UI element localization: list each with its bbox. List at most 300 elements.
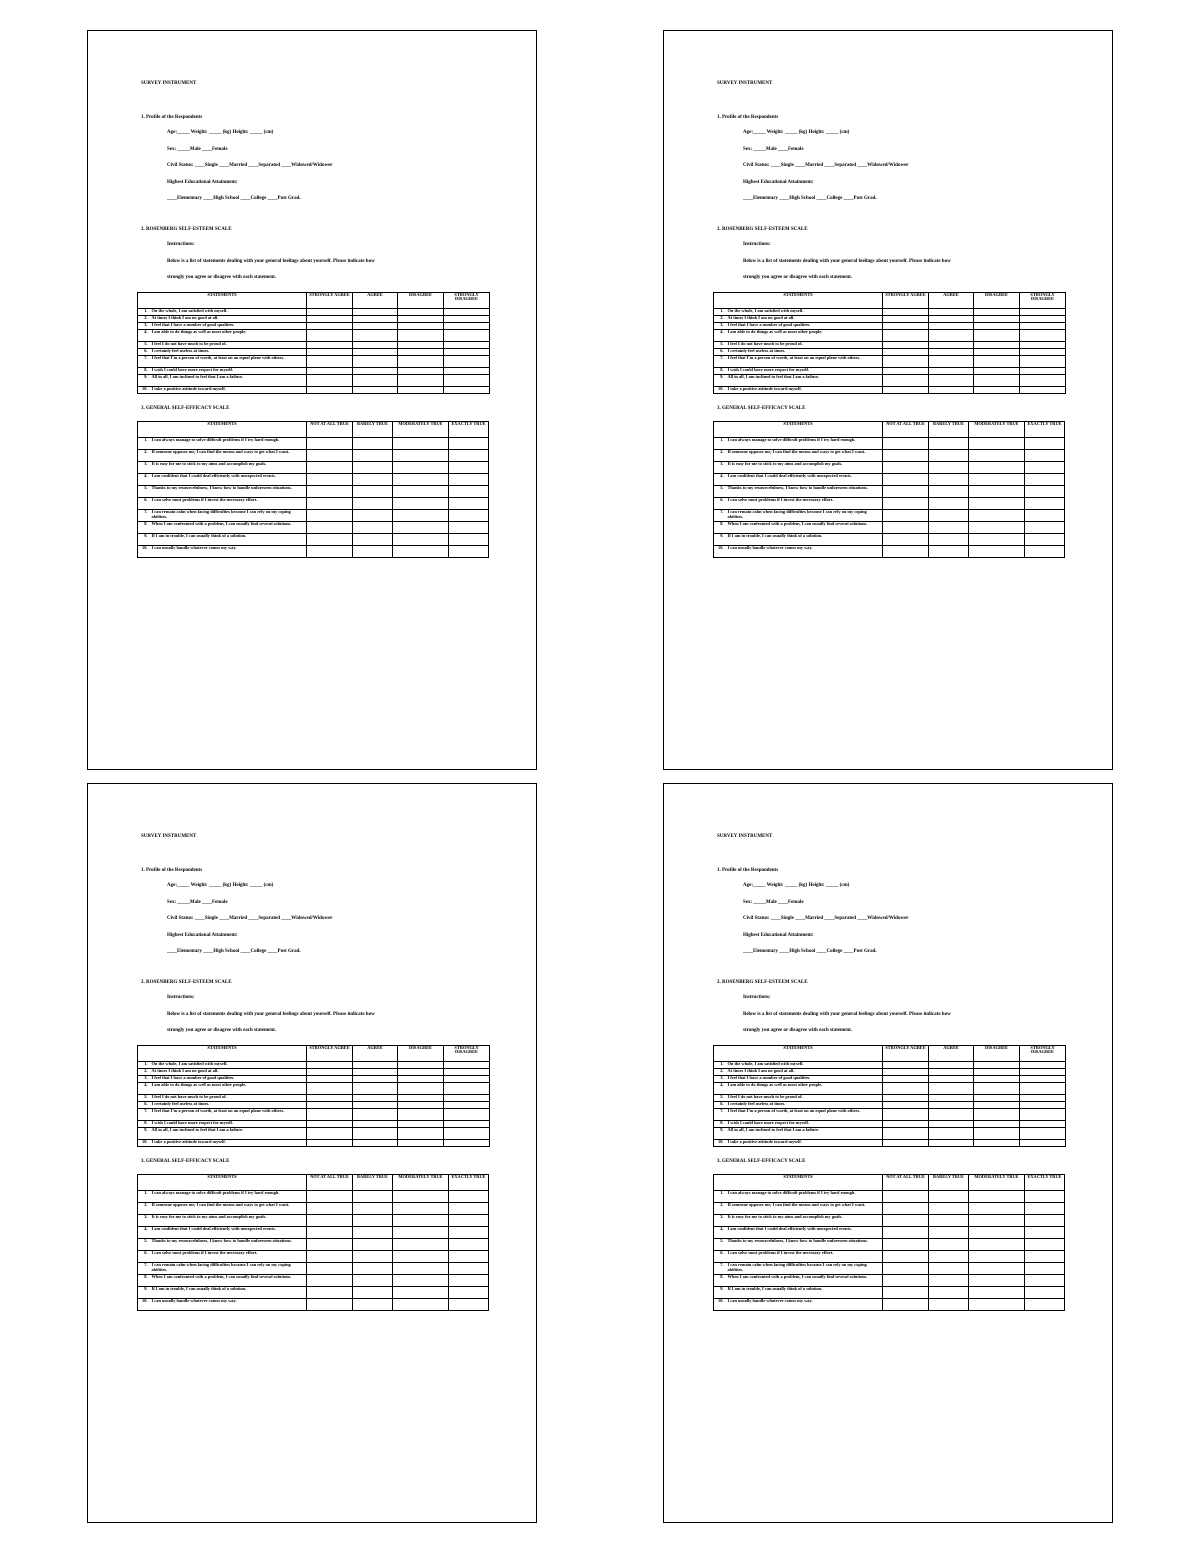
response-cell[interactable] xyxy=(307,1061,353,1068)
response-cell[interactable] xyxy=(353,546,393,558)
response-cell[interactable] xyxy=(1020,1108,1066,1120)
response-cell[interactable] xyxy=(398,1108,444,1120)
response-cell[interactable] xyxy=(444,1139,490,1146)
response-cell[interactable] xyxy=(393,546,449,558)
response-cell[interactable] xyxy=(353,1108,398,1120)
response-cell[interactable] xyxy=(1025,534,1065,546)
response-cell[interactable] xyxy=(393,1251,449,1263)
response-cell[interactable] xyxy=(974,1061,1020,1068)
response-cell[interactable] xyxy=(1020,322,1066,329)
response-cell[interactable] xyxy=(929,308,974,315)
response-cell[interactable] xyxy=(929,1263,969,1275)
response-cell[interactable] xyxy=(353,450,393,462)
response-cell[interactable] xyxy=(929,534,969,546)
response-cell[interactable] xyxy=(929,374,974,386)
response-cell[interactable] xyxy=(307,534,353,546)
response-cell[interactable] xyxy=(307,1094,353,1101)
response-cell[interactable] xyxy=(449,1251,489,1263)
response-cell[interactable] xyxy=(1020,1061,1066,1068)
response-cell[interactable] xyxy=(444,308,490,315)
response-cell[interactable] xyxy=(393,450,449,462)
response-cell[interactable] xyxy=(307,1075,353,1082)
response-cell[interactable] xyxy=(883,1068,929,1075)
response-cell[interactable] xyxy=(883,474,929,486)
response-cell[interactable] xyxy=(393,438,449,450)
response-cell[interactable] xyxy=(444,1061,490,1068)
response-cell[interactable] xyxy=(307,522,353,534)
response-cell[interactable] xyxy=(398,1094,444,1101)
response-cell[interactable] xyxy=(393,510,449,522)
response-cell[interactable] xyxy=(883,1203,929,1215)
response-cell[interactable] xyxy=(883,367,929,374)
response-cell[interactable] xyxy=(449,522,489,534)
response-cell[interactable] xyxy=(307,1263,353,1275)
response-cell[interactable] xyxy=(1020,329,1066,341)
response-cell[interactable] xyxy=(393,1191,449,1203)
response-cell[interactable] xyxy=(1020,348,1066,355)
response-cell[interactable] xyxy=(353,348,398,355)
response-cell[interactable] xyxy=(1025,1287,1065,1299)
response-cell[interactable] xyxy=(353,355,398,367)
response-cell[interactable] xyxy=(353,534,393,546)
response-cell[interactable] xyxy=(307,1251,353,1263)
response-cell[interactable] xyxy=(393,1239,449,1251)
response-cell[interactable] xyxy=(1020,1139,1066,1146)
response-cell[interactable] xyxy=(929,1127,974,1139)
response-cell[interactable] xyxy=(883,374,929,386)
response-cell[interactable] xyxy=(444,1101,490,1108)
response-cell[interactable] xyxy=(398,1061,444,1068)
response-cell[interactable] xyxy=(929,498,969,510)
response-cell[interactable] xyxy=(974,355,1020,367)
response-cell[interactable] xyxy=(974,1068,1020,1075)
response-cell[interactable] xyxy=(929,1275,969,1287)
response-cell[interactable] xyxy=(929,1082,974,1094)
response-cell[interactable] xyxy=(393,498,449,510)
response-cell[interactable] xyxy=(883,1120,929,1127)
response-cell[interactable] xyxy=(449,1227,489,1239)
response-cell[interactable] xyxy=(969,498,1025,510)
response-cell[interactable] xyxy=(444,322,490,329)
response-cell[interactable] xyxy=(1025,438,1065,450)
response-cell[interactable] xyxy=(1025,1203,1065,1215)
response-cell[interactable] xyxy=(929,315,974,322)
response-cell[interactable] xyxy=(449,546,489,558)
response-cell[interactable] xyxy=(307,1203,353,1215)
response-cell[interactable] xyxy=(398,1101,444,1108)
response-cell[interactable] xyxy=(929,1239,969,1251)
response-cell[interactable] xyxy=(307,1287,353,1299)
response-cell[interactable] xyxy=(1020,1120,1066,1127)
response-cell[interactable] xyxy=(393,1299,449,1311)
response-cell[interactable] xyxy=(883,341,929,348)
response-cell[interactable] xyxy=(969,438,1025,450)
response-cell[interactable] xyxy=(353,462,393,474)
response-cell[interactable] xyxy=(974,322,1020,329)
response-cell[interactable] xyxy=(929,1101,974,1108)
response-cell[interactable] xyxy=(398,386,444,393)
response-cell[interactable] xyxy=(398,367,444,374)
response-cell[interactable] xyxy=(444,315,490,322)
response-cell[interactable] xyxy=(883,315,929,322)
response-cell[interactable] xyxy=(974,367,1020,374)
response-cell[interactable] xyxy=(974,308,1020,315)
response-cell[interactable] xyxy=(883,1215,929,1227)
response-cell[interactable] xyxy=(307,510,353,522)
response-cell[interactable] xyxy=(444,341,490,348)
response-cell[interactable] xyxy=(449,1215,489,1227)
response-cell[interactable] xyxy=(1020,1068,1066,1075)
response-cell[interactable] xyxy=(1020,1094,1066,1101)
response-cell[interactable] xyxy=(307,1239,353,1251)
response-cell[interactable] xyxy=(393,1287,449,1299)
response-cell[interactable] xyxy=(1025,1191,1065,1203)
response-cell[interactable] xyxy=(883,522,929,534)
response-cell[interactable] xyxy=(307,462,353,474)
response-cell[interactable] xyxy=(929,1075,974,1082)
response-cell[interactable] xyxy=(1020,308,1066,315)
response-cell[interactable] xyxy=(1025,1299,1065,1311)
response-cell[interactable] xyxy=(969,1239,1025,1251)
response-cell[interactable] xyxy=(393,1203,449,1215)
response-cell[interactable] xyxy=(353,1203,393,1215)
response-cell[interactable] xyxy=(353,1239,393,1251)
response-cell[interactable] xyxy=(969,450,1025,462)
response-cell[interactable] xyxy=(449,1239,489,1251)
response-cell[interactable] xyxy=(1025,1239,1065,1251)
response-cell[interactable] xyxy=(974,1075,1020,1082)
response-cell[interactable] xyxy=(883,1263,929,1275)
response-cell[interactable] xyxy=(444,348,490,355)
response-cell[interactable] xyxy=(449,1299,489,1311)
response-cell[interactable] xyxy=(969,510,1025,522)
response-cell[interactable] xyxy=(929,1287,969,1299)
response-cell[interactable] xyxy=(444,386,490,393)
response-cell[interactable] xyxy=(444,1075,490,1082)
response-cell[interactable] xyxy=(974,348,1020,355)
response-cell[interactable] xyxy=(449,450,489,462)
response-cell[interactable] xyxy=(883,438,929,450)
response-cell[interactable] xyxy=(398,308,444,315)
response-cell[interactable] xyxy=(929,341,974,348)
response-cell[interactable] xyxy=(929,367,974,374)
response-cell[interactable] xyxy=(974,329,1020,341)
response-cell[interactable] xyxy=(444,1082,490,1094)
response-cell[interactable] xyxy=(929,322,974,329)
response-cell[interactable] xyxy=(929,1061,974,1068)
response-cell[interactable] xyxy=(449,474,489,486)
response-cell[interactable] xyxy=(398,1075,444,1082)
response-cell[interactable] xyxy=(444,1108,490,1120)
response-cell[interactable] xyxy=(883,348,929,355)
response-cell[interactable] xyxy=(307,348,353,355)
response-cell[interactable] xyxy=(353,1275,393,1287)
response-cell[interactable] xyxy=(1025,1275,1065,1287)
response-cell[interactable] xyxy=(398,1068,444,1075)
response-cell[interactable] xyxy=(353,315,398,322)
response-cell[interactable] xyxy=(353,386,398,393)
response-cell[interactable] xyxy=(353,1094,398,1101)
response-cell[interactable] xyxy=(969,1203,1025,1215)
response-cell[interactable] xyxy=(307,322,353,329)
response-cell[interactable] xyxy=(398,1120,444,1127)
response-cell[interactable] xyxy=(929,1215,969,1227)
response-cell[interactable] xyxy=(449,510,489,522)
response-cell[interactable] xyxy=(883,1251,929,1263)
response-cell[interactable] xyxy=(307,329,353,341)
response-cell[interactable] xyxy=(969,1263,1025,1275)
response-cell[interactable] xyxy=(449,1287,489,1299)
response-cell[interactable] xyxy=(353,367,398,374)
response-cell[interactable] xyxy=(353,1127,398,1139)
response-cell[interactable] xyxy=(449,1191,489,1203)
response-cell[interactable] xyxy=(929,450,969,462)
response-cell[interactable] xyxy=(974,1094,1020,1101)
response-cell[interactable] xyxy=(883,1299,929,1311)
response-cell[interactable] xyxy=(444,374,490,386)
response-cell[interactable] xyxy=(1020,367,1066,374)
response-cell[interactable] xyxy=(883,1191,929,1203)
response-cell[interactable] xyxy=(883,1108,929,1120)
response-cell[interactable] xyxy=(974,1120,1020,1127)
response-cell[interactable] xyxy=(1025,486,1065,498)
response-cell[interactable] xyxy=(449,1203,489,1215)
response-cell[interactable] xyxy=(353,1263,393,1275)
response-cell[interactable] xyxy=(353,1120,398,1127)
response-cell[interactable] xyxy=(929,546,969,558)
response-cell[interactable] xyxy=(353,522,393,534)
response-cell[interactable] xyxy=(393,1215,449,1227)
response-cell[interactable] xyxy=(1020,1101,1066,1108)
response-cell[interactable] xyxy=(883,1082,929,1094)
response-cell[interactable] xyxy=(307,1191,353,1203)
response-cell[interactable] xyxy=(393,534,449,546)
response-cell[interactable] xyxy=(969,1299,1025,1311)
response-cell[interactable] xyxy=(353,486,393,498)
response-cell[interactable] xyxy=(444,355,490,367)
response-cell[interactable] xyxy=(393,462,449,474)
response-cell[interactable] xyxy=(929,1203,969,1215)
response-cell[interactable] xyxy=(307,1127,353,1139)
response-cell[interactable] xyxy=(883,1075,929,1082)
response-cell[interactable] xyxy=(883,1275,929,1287)
response-cell[interactable] xyxy=(883,498,929,510)
response-cell[interactable] xyxy=(1025,1263,1065,1275)
response-cell[interactable] xyxy=(929,438,969,450)
response-cell[interactable] xyxy=(883,510,929,522)
response-cell[interactable] xyxy=(449,462,489,474)
response-cell[interactable] xyxy=(969,1215,1025,1227)
response-cell[interactable] xyxy=(353,1287,393,1299)
response-cell[interactable] xyxy=(1020,315,1066,322)
response-cell[interactable] xyxy=(398,1082,444,1094)
response-cell[interactable] xyxy=(1025,1215,1065,1227)
response-cell[interactable] xyxy=(1020,1075,1066,1082)
response-cell[interactable] xyxy=(929,1251,969,1263)
response-cell[interactable] xyxy=(929,1299,969,1311)
response-cell[interactable] xyxy=(398,341,444,348)
response-cell[interactable] xyxy=(353,1251,393,1263)
response-cell[interactable] xyxy=(353,1215,393,1227)
response-cell[interactable] xyxy=(883,546,929,558)
response-cell[interactable] xyxy=(1025,1227,1065,1239)
response-cell[interactable] xyxy=(974,1127,1020,1139)
response-cell[interactable] xyxy=(307,1299,353,1311)
response-cell[interactable] xyxy=(883,1227,929,1239)
response-cell[interactable] xyxy=(449,534,489,546)
response-cell[interactable] xyxy=(1020,374,1066,386)
response-cell[interactable] xyxy=(307,315,353,322)
response-cell[interactable] xyxy=(353,341,398,348)
response-cell[interactable] xyxy=(883,1127,929,1139)
response-cell[interactable] xyxy=(393,486,449,498)
response-cell[interactable] xyxy=(1025,510,1065,522)
response-cell[interactable] xyxy=(883,329,929,341)
response-cell[interactable] xyxy=(883,308,929,315)
response-cell[interactable] xyxy=(353,438,393,450)
response-cell[interactable] xyxy=(883,1287,929,1299)
response-cell[interactable] xyxy=(969,462,1025,474)
response-cell[interactable] xyxy=(307,1227,353,1239)
response-cell[interactable] xyxy=(307,438,353,450)
response-cell[interactable] xyxy=(929,386,974,393)
response-cell[interactable] xyxy=(444,1127,490,1139)
response-cell[interactable] xyxy=(883,450,929,462)
response-cell[interactable] xyxy=(398,355,444,367)
response-cell[interactable] xyxy=(307,474,353,486)
response-cell[interactable] xyxy=(929,1227,969,1239)
response-cell[interactable] xyxy=(969,1227,1025,1239)
response-cell[interactable] xyxy=(393,1227,449,1239)
response-cell[interactable] xyxy=(929,1120,974,1127)
response-cell[interactable] xyxy=(307,355,353,367)
response-cell[interactable] xyxy=(1025,546,1065,558)
response-cell[interactable] xyxy=(307,386,353,393)
response-cell[interactable] xyxy=(398,329,444,341)
response-cell[interactable] xyxy=(444,367,490,374)
response-cell[interactable] xyxy=(883,486,929,498)
response-cell[interactable] xyxy=(307,374,353,386)
response-cell[interactable] xyxy=(929,462,969,474)
response-cell[interactable] xyxy=(307,1101,353,1108)
response-cell[interactable] xyxy=(969,1287,1025,1299)
response-cell[interactable] xyxy=(398,374,444,386)
response-cell[interactable] xyxy=(969,1251,1025,1263)
response-cell[interactable] xyxy=(449,498,489,510)
response-cell[interactable] xyxy=(307,367,353,374)
response-cell[interactable] xyxy=(1020,1082,1066,1094)
response-cell[interactable] xyxy=(1020,355,1066,367)
response-cell[interactable] xyxy=(974,1082,1020,1094)
response-cell[interactable] xyxy=(449,486,489,498)
response-cell[interactable] xyxy=(974,374,1020,386)
response-cell[interactable] xyxy=(307,450,353,462)
response-cell[interactable] xyxy=(974,1139,1020,1146)
response-cell[interactable] xyxy=(929,510,969,522)
response-cell[interactable] xyxy=(353,1227,393,1239)
response-cell[interactable] xyxy=(1020,1127,1066,1139)
response-cell[interactable] xyxy=(444,1068,490,1075)
response-cell[interactable] xyxy=(307,1068,353,1075)
response-cell[interactable] xyxy=(1025,498,1065,510)
response-cell[interactable] xyxy=(1025,450,1065,462)
response-cell[interactable] xyxy=(353,1101,398,1108)
response-cell[interactable] xyxy=(1020,341,1066,348)
response-cell[interactable] xyxy=(398,315,444,322)
response-cell[interactable] xyxy=(969,1191,1025,1203)
response-cell[interactable] xyxy=(883,534,929,546)
response-cell[interactable] xyxy=(444,1094,490,1101)
response-cell[interactable] xyxy=(393,1263,449,1275)
response-cell[interactable] xyxy=(969,522,1025,534)
response-cell[interactable] xyxy=(307,308,353,315)
response-cell[interactable] xyxy=(449,1263,489,1275)
response-cell[interactable] xyxy=(353,1061,398,1068)
response-cell[interactable] xyxy=(449,1275,489,1287)
response-cell[interactable] xyxy=(307,341,353,348)
response-cell[interactable] xyxy=(969,534,1025,546)
response-cell[interactable] xyxy=(929,348,974,355)
response-cell[interactable] xyxy=(929,474,969,486)
response-cell[interactable] xyxy=(307,546,353,558)
response-cell[interactable] xyxy=(307,498,353,510)
response-cell[interactable] xyxy=(398,1139,444,1146)
response-cell[interactable] xyxy=(883,355,929,367)
response-cell[interactable] xyxy=(929,1108,974,1120)
response-cell[interactable] xyxy=(353,322,398,329)
response-cell[interactable] xyxy=(444,1120,490,1127)
response-cell[interactable] xyxy=(449,438,489,450)
response-cell[interactable] xyxy=(1025,1251,1065,1263)
response-cell[interactable] xyxy=(883,322,929,329)
response-cell[interactable] xyxy=(398,322,444,329)
response-cell[interactable] xyxy=(353,374,398,386)
response-cell[interactable] xyxy=(974,1101,1020,1108)
response-cell[interactable] xyxy=(307,1120,353,1127)
response-cell[interactable] xyxy=(393,474,449,486)
response-cell[interactable] xyxy=(929,522,969,534)
response-cell[interactable] xyxy=(444,329,490,341)
response-cell[interactable] xyxy=(969,546,1025,558)
response-cell[interactable] xyxy=(929,1191,969,1203)
response-cell[interactable] xyxy=(398,348,444,355)
response-cell[interactable] xyxy=(929,1094,974,1101)
response-cell[interactable] xyxy=(883,1139,929,1146)
response-cell[interactable] xyxy=(307,1108,353,1120)
response-cell[interactable] xyxy=(883,1101,929,1108)
response-cell[interactable] xyxy=(974,315,1020,322)
response-cell[interactable] xyxy=(974,386,1020,393)
response-cell[interactable] xyxy=(974,1108,1020,1120)
response-cell[interactable] xyxy=(353,1075,398,1082)
response-cell[interactable] xyxy=(1025,474,1065,486)
response-cell[interactable] xyxy=(1025,462,1065,474)
response-cell[interactable] xyxy=(353,329,398,341)
response-cell[interactable] xyxy=(353,308,398,315)
response-cell[interactable] xyxy=(307,1215,353,1227)
response-cell[interactable] xyxy=(393,1275,449,1287)
response-cell[interactable] xyxy=(307,1275,353,1287)
response-cell[interactable] xyxy=(353,1082,398,1094)
response-cell[interactable] xyxy=(929,486,969,498)
response-cell[interactable] xyxy=(929,1139,974,1146)
response-cell[interactable] xyxy=(969,486,1025,498)
response-cell[interactable] xyxy=(883,462,929,474)
response-cell[interactable] xyxy=(353,498,393,510)
response-cell[interactable] xyxy=(398,1127,444,1139)
response-cell[interactable] xyxy=(969,474,1025,486)
response-cell[interactable] xyxy=(307,1139,353,1146)
